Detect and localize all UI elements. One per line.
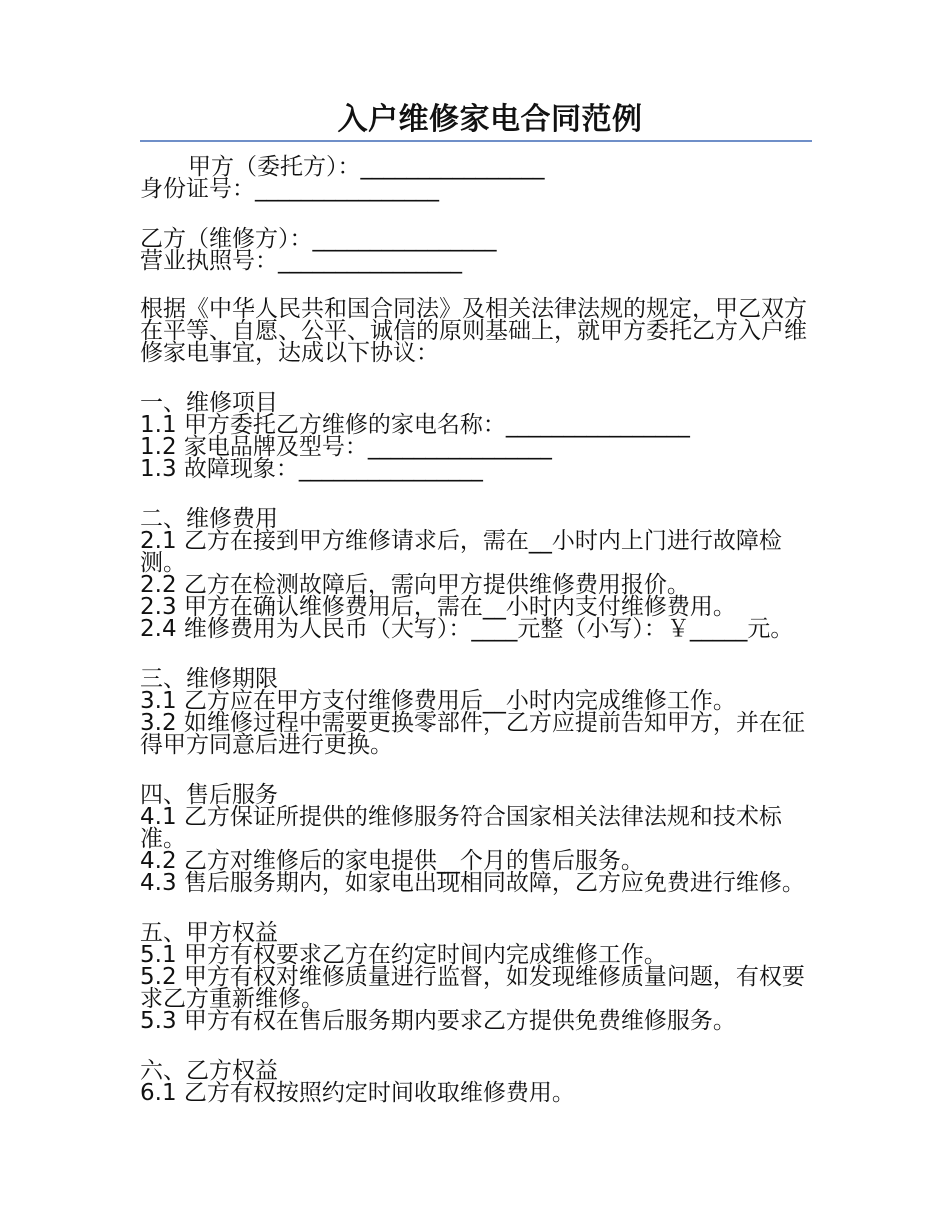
- spacer: [140, 894, 812, 922]
- spacer: [140, 480, 812, 508]
- clause-2-4: 2.4 维修费用为人民币（大写）：____元整（小写）：￥_____元。: [140, 616, 794, 642]
- section-heading-party-a-rights: 五、甲方权益: [140, 920, 278, 946]
- spacer: [140, 272, 812, 298]
- intro-paragraph: 根据《中华人民共和国合同法》及相关法律法规的规定，甲乙双方在平等、自愿、公平、诚信的原则基础上，就甲方委托乙方入户维修家电事宜，达成以下协议：: [140, 296, 807, 366]
- clause-4-1: 4.1 乙方保证所提供的维修服务符合国家相关法律法规和技术标准。: [140, 804, 782, 852]
- spacer: [140, 1032, 812, 1060]
- party-a-line: 甲方（委托方）：________________: [188, 154, 545, 180]
- clause-1-3: 1.3 故障现象：________________: [140, 456, 483, 482]
- clause-6-1: 6.1 乙方有权按照约定时间收取维修费用。: [140, 1080, 575, 1106]
- clause-3-2: 3.2 如维修过程中需要更换零部件，乙方应提前告知甲方，并在征得甲方同意后进行更换。: [140, 710, 805, 758]
- party-b-line: 乙方（维修方）：________________: [140, 226, 497, 252]
- section-heading-after-sales: 四、售后服务: [140, 782, 278, 808]
- clause-2-3: 2.3 甲方在确认维修费用后，需在__小时内支付维修费用。: [140, 594, 736, 620]
- spacer: [140, 756, 812, 784]
- clause-4-3: 4.3 售后服务期内，如家电出现相同故障，乙方应免费进行维修。: [140, 870, 805, 896]
- clause-5-3: 5.3 甲方有权在售后服务期内要求乙方提供免费维修服务。: [140, 1008, 736, 1034]
- section-heading-repair-items: 一、维修项目: [140, 390, 278, 416]
- clause-4-2: 4.2 乙方对维修后的家电提供__个月的售后服务。: [140, 848, 644, 874]
- title-underline: [140, 140, 812, 142]
- clause-3-1: 3.1 乙方应在甲方支付维修费用后__小时内完成维修工作。: [140, 688, 736, 714]
- clause-5-1: 5.1 甲方有权要求乙方在约定时间内完成维修工作。: [140, 942, 667, 968]
- clause-5-2: 5.2 甲方有权对维修质量进行监督，如发现维修质量问题，有权要求乙方重新维修。: [140, 964, 805, 1012]
- clause-1-1: 1.1 甲方委托乙方维修的家电名称：________________: [140, 412, 690, 438]
- document-title: 入户维修家电合同范例: [337, 102, 643, 137]
- clause-2-1: 2.1 乙方在接到甲方维修请求后，需在__小时内上门进行故障检测。: [140, 528, 782, 576]
- document-page: [140, 100, 812, 1104]
- party-a-id-line: 身份证号：________________: [140, 176, 439, 202]
- spacer: [140, 200, 812, 228]
- section-heading-repair-fees: 二、维修费用: [140, 506, 278, 532]
- spacer: [140, 364, 812, 392]
- section-heading-repair-period: 三、维修期限: [140, 666, 278, 692]
- clause-1-2: 1.2 家电品牌及型号：________________: [140, 434, 552, 460]
- clause-2-2: 2.2 乙方在检测故障后，需向甲方提供维修费用报价。: [140, 572, 690, 598]
- spacer: [140, 640, 812, 668]
- section-heading-party-b-rights: 六、乙方权益: [140, 1058, 278, 1084]
- party-b-license-line: 营业执照号：________________: [140, 248, 462, 274]
